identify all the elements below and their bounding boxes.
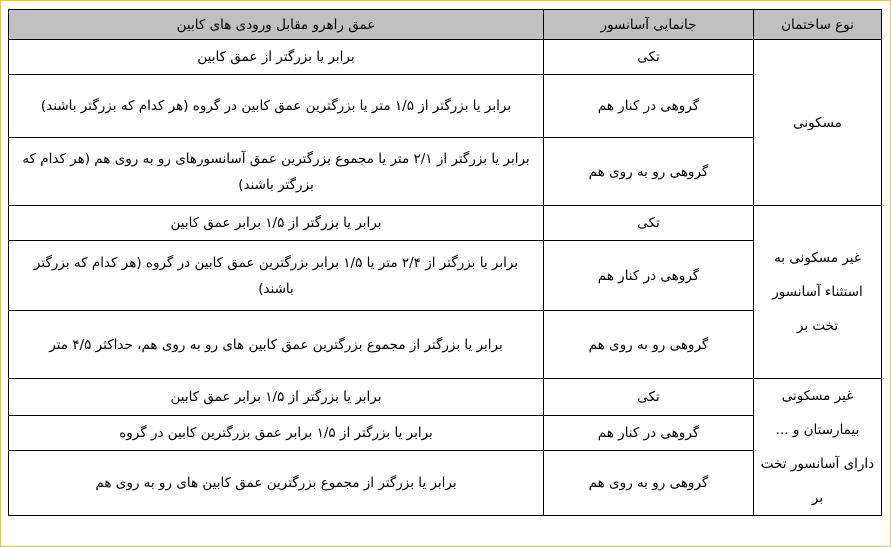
placement-cell: تکی [544, 40, 754, 75]
placement-cell: گروهی در کنار هم [544, 415, 754, 451]
placement-cell: گروهی رو به روی هم [544, 451, 754, 516]
building-type-cell: غیر مسکونی بیمارستان و ... دارای آسانسور تخت بر [754, 379, 882, 516]
building-type-cell: مسکونی [754, 40, 882, 206]
table-row [9, 40, 882, 75]
depth-cell: برابر یا بزرگتر از ۲/۱ متر یا مجموع بزرگترین عمق آسانسورهای رو به روی هم (هر کدام که بزرگتر باشند) [9, 138, 544, 206]
table-row [9, 415, 882, 451]
depth-cell: برابر یا بزرگتر از ۱/۵ برابر عمق کابین [9, 206, 544, 241]
depth-cell: برابر یا بزرگتر از مجموع بزرگترین عمق کابین های رو به روی هم [9, 451, 544, 516]
table-row [9, 206, 882, 241]
table-row [9, 311, 882, 379]
table-row [9, 451, 882, 516]
depth-cell: برابر یا بزرگتر از ۲/۴ متر یا ۱/۵ برابر بزرگترین عمق کابین در گروه (هر کدام که بزرگتر باشند) [9, 241, 544, 311]
placement-cell: گروهی در کنار هم [544, 75, 754, 138]
table-row [9, 138, 882, 206]
table-row [9, 75, 882, 138]
depth-cell: برابر یا بزرگتر از مجموع بزرگترین عمق کابین های رو به روی هم، حداکثر ۴/۵ متر [9, 311, 544, 379]
depth-cell: برابر یا بزرگتر از عمق کابین [9, 40, 544, 75]
placement-cell: گروهی در کنار هم [544, 241, 754, 311]
depth-cell: برابر یا بزرگتر از ۱/۵ برابر عمق کابین [9, 379, 544, 416]
depth-cell: برابر یا بزرگتر از ۱/۵ متر یا بزرگترین عمق کابین در گروه (هر کدام که بزرگتر باشند) [9, 75, 544, 138]
depth-cell: برابر یا بزرگتر از ۱/۵ برابر عمق بزرگترین کابین در گروه [9, 415, 544, 451]
placement-cell: گروهی رو به روی هم [544, 138, 754, 206]
placement-cell: تکی [544, 379, 754, 416]
header-building-type: نوع ساختمان [754, 10, 882, 40]
table-row [9, 241, 882, 311]
table-row [9, 379, 882, 416]
elevator-corridor-table [8, 9, 882, 516]
building-type-cell: غیر مسکونی به استثناء آسانسور تخت بر [754, 206, 882, 379]
header-elevator-placement: جانمایی آسانسور [544, 10, 754, 40]
placement-cell: تکی [544, 206, 754, 241]
header-corridor-depth: عمق راهرو مقابل ورودی های کابین [9, 10, 544, 40]
placement-cell: گروهی رو به روی هم [544, 311, 754, 379]
header-row [9, 10, 882, 40]
